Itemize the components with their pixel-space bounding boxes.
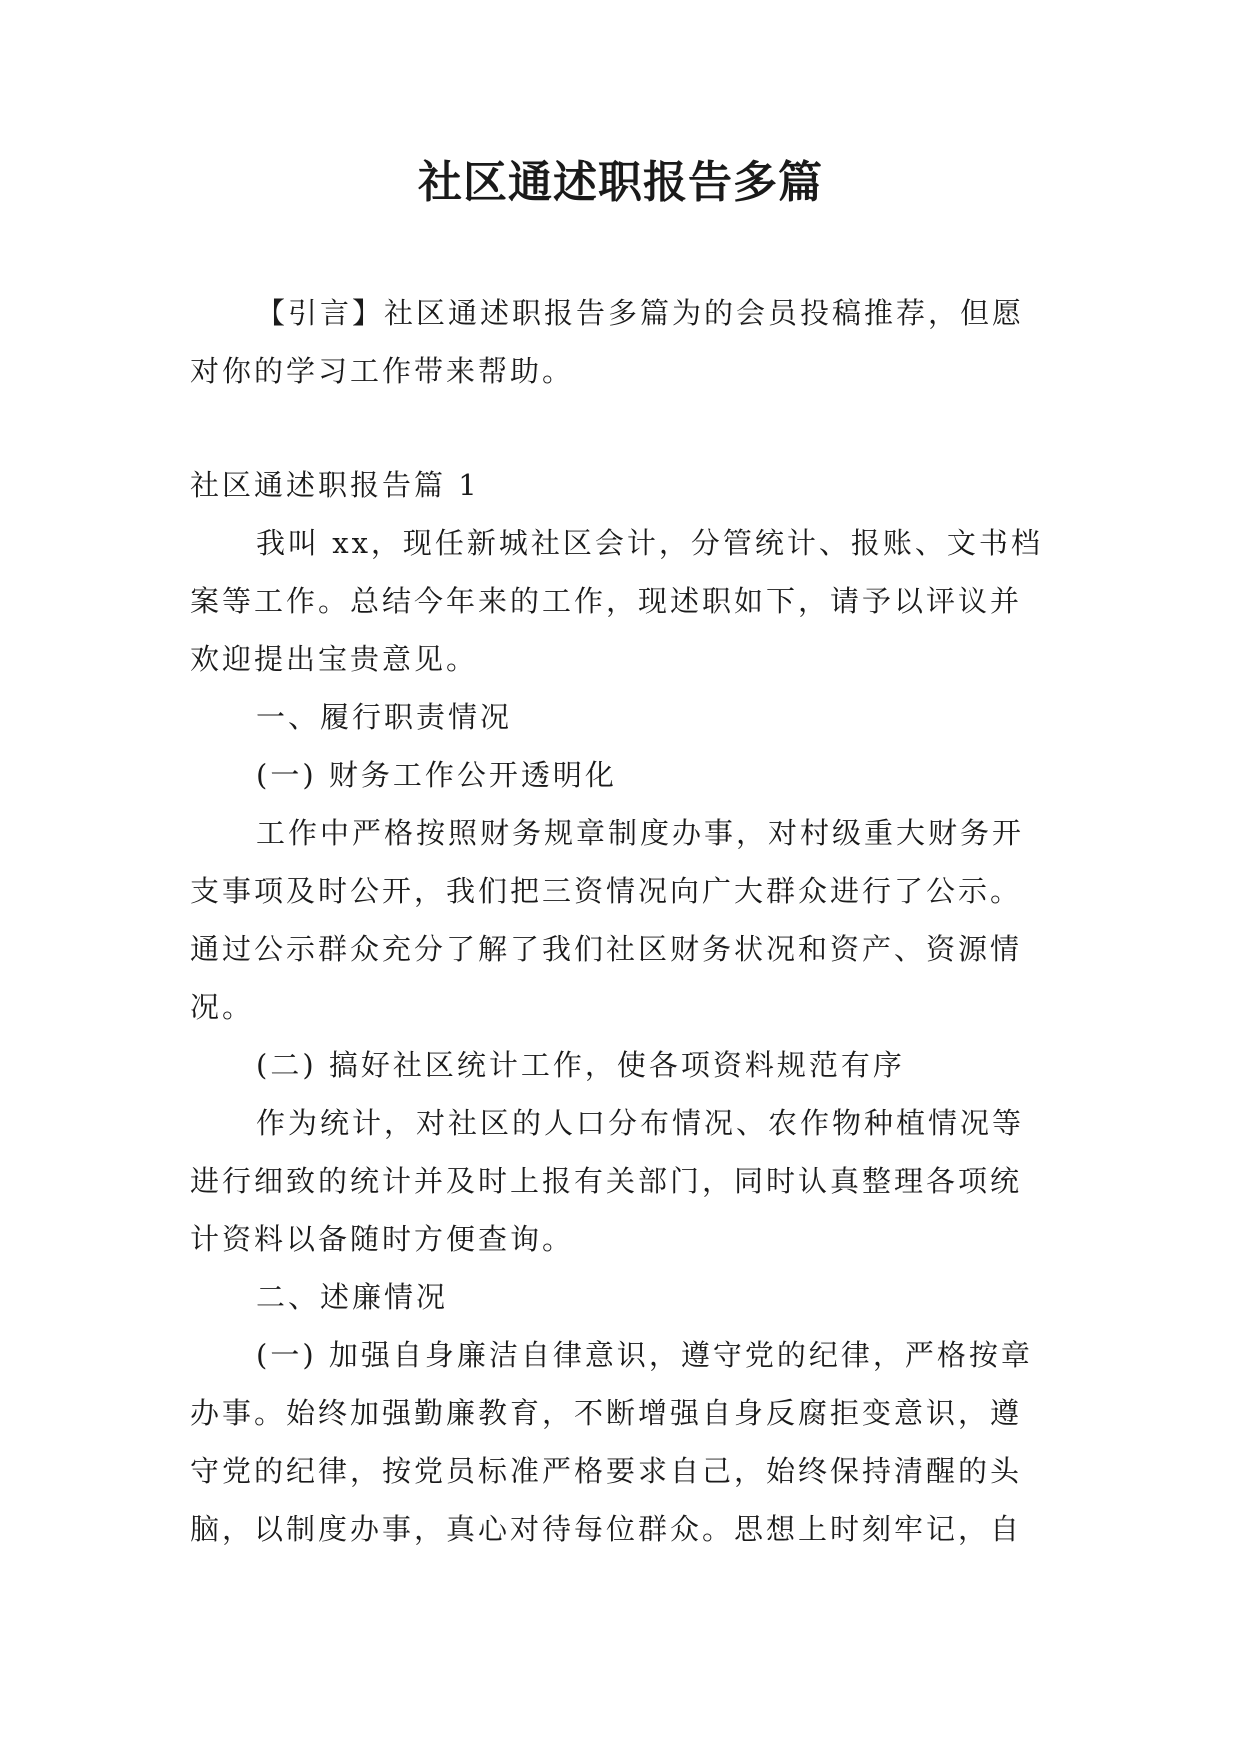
paragraph-line: 工作中严格按照财务规章制度办事，对村级重大财务开 [256,816,1025,850]
intro-paragraph [190,284,1060,400]
paragraph-line: 作为统计，对社区的人口分布情况、农作物种植情况等 [256,1106,1025,1140]
subheading: (二) 搞好社区统计工作，使各项资料规范有序 [256,1048,905,1082]
body-paragraph [190,1326,1060,1558]
paragraph-line: 进行细致的统计并及时上报有关部门，同时认真整理各项统 [190,1164,1023,1198]
paragraph-line: 守党的纪律，按党员标准严格要求自己，始终保持清醒的头 [190,1454,1023,1488]
intro-line: 对你的学习工作带来帮助。 [190,354,575,388]
intro-line: 【引言】社区通述职报告多篇为的会员投稿推荐，但愿 [256,296,1025,330]
paragraph-line: 计资料以备随时方便查询。 [190,1222,575,1256]
paragraph-line: 案等工作。总结今年来的工作，现述职如下，请予以评议并 [190,584,1023,618]
paragraph-line: 办事。始终加强勤廉教育，不断增强自身反腐拒变意识，遵 [190,1396,1023,1430]
body-paragraph [190,514,1060,688]
paragraph-line: 支事项及时公开，我们把三资情况向广大群众进行了公示。 [190,874,1023,908]
document-title: 社区通述职报告多篇 [418,157,823,208]
paragraph-line: 脑，以制度办事，真心对待每位群众。思想上时刻牢记，自 [190,1512,1023,1546]
subheading: 二、述廉情况 [256,1280,449,1314]
body-paragraph [190,804,1060,1036]
subheading: (一) 财务工作公开透明化 [256,758,617,792]
paragraph-line: 通过公示群众充分了解了我们社区财务状况和资产、资源情 [190,932,1023,966]
section-heading: 社区通述职报告篇 1 [190,468,480,502]
paragraph-line: 况。 [190,990,255,1024]
spacer [190,400,1060,456]
subheading: 一、履行职责情况 [256,700,513,734]
body-paragraph [190,1094,1060,1268]
paragraph-line: (一) 加强自身廉洁自律意识，遵守党的纪律，严格按章 [256,1338,1033,1372]
paragraph-line: 我叫 xx，现任新城社区会计，分管统计、报账、文书档 [256,526,1043,560]
paragraph-line: 欢迎提出宝贵意见。 [190,642,479,676]
document-body [190,284,1060,1558]
